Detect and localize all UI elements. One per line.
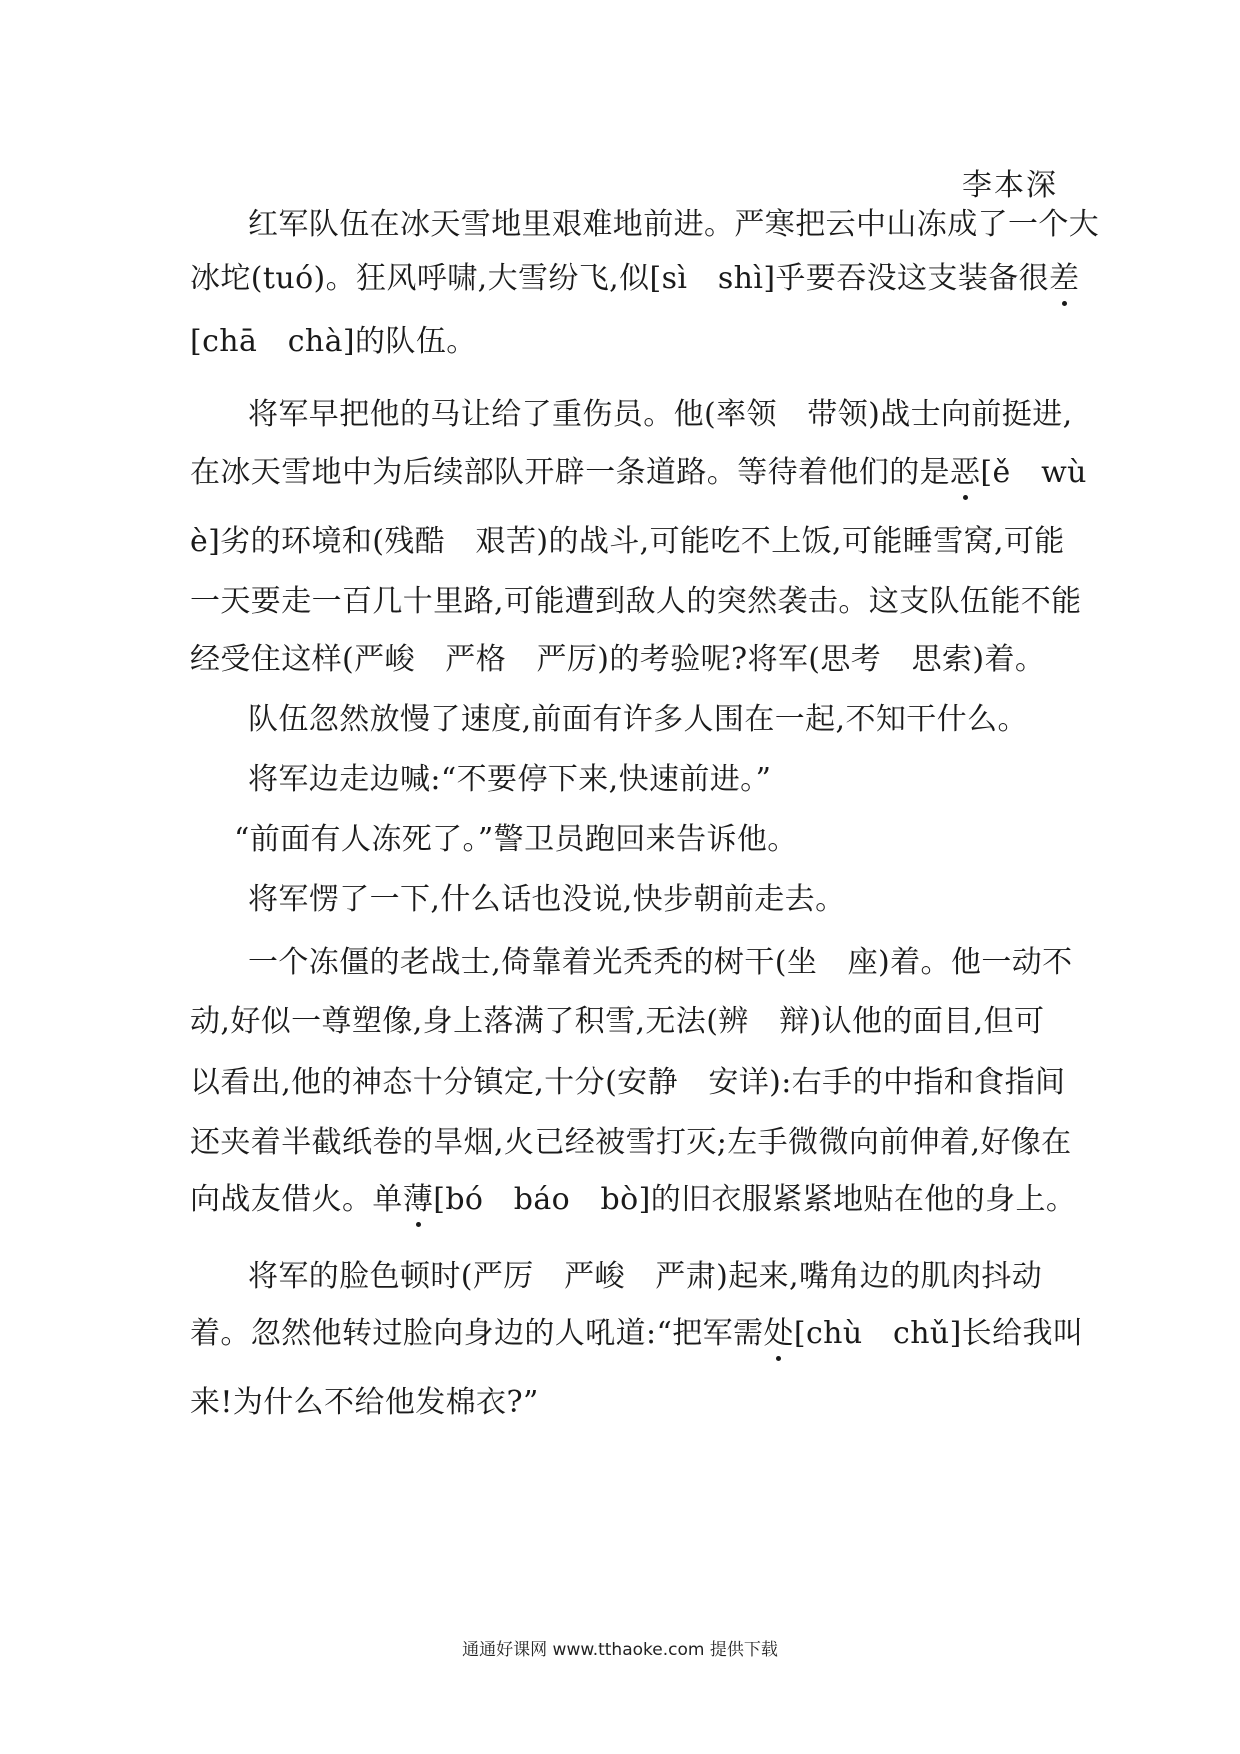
text-line: 将军早把他的马让给了重伤员。他(率领 带领)战士向前挺进, — [248, 397, 1073, 432]
text-line: 还夹着半截纸卷的旱烟,火已经被雪打灭;左手微微向前伸着,好像在 — [190, 1125, 1072, 1160]
footer-credit: 通通好课网 www.tthaoke.com 提供下载 — [462, 1640, 778, 1660]
author-name: 李本深 — [962, 168, 1058, 203]
text-line: 经受住这样(严峻 严格 严厉)的考验呢?将军(思考 思索)着。 — [190, 642, 1046, 677]
text-line: 一天要走一百几十里路,可能遭到敌人的突然袭击。这支队伍能不能 — [190, 584, 1082, 619]
text-line: [chā chà]的队伍。 — [190, 324, 477, 359]
emphasis-dot-char: 差 — [1049, 261, 1080, 296]
text-line: 在冰天雪地中为后续部队开辟一条道路。等待着他们的是恶[ě wù — [190, 455, 1087, 490]
text-line: 将军的脸色顿时(严厉 严峻 严肃)起来,嘴角边的肌肉抖动 — [248, 1259, 1043, 1294]
text-line: 一个冻僵的老战士,倚靠着光秃秃的树干(坐 座)着。他一动不 — [248, 945, 1073, 980]
text-line: 来!为什么不给他发棉衣?” — [190, 1385, 539, 1420]
emphasis-dot-char: 薄 — [402, 1182, 434, 1217]
text-line: 冰坨(tuó)。狂风呼啸,大雪纷飞,似[sì shì]乎要吞没这支装备很差 — [190, 261, 1080, 296]
text-line: 队伍忽然放慢了速度,前面有许多人围在一起,不知干什么。 — [248, 702, 1028, 737]
text-line: 红军队伍在冰天雪地里艰难地前进。严寒把云中山冻成了一个大 — [248, 207, 1100, 242]
text-line: 以看出,他的神态十分镇定,十分(安静 安详):右手的中指和食指间 — [190, 1065, 1066, 1100]
text-line: 动,好似一尊塑像,身上落满了积雪,无法(辨 辩)认他的面目,但可 — [190, 1004, 1045, 1039]
text-line: “前面有人冻死了。”警卫员跑回来告诉他。 — [234, 822, 798, 857]
text-line: 将军愣了一下,什么话也没说,快步朝前走去。 — [248, 882, 846, 917]
text-line: 将军边走边喊:“不要停下来,快速前进。” — [248, 762, 772, 797]
emphasis-dot-char: 处 — [763, 1316, 794, 1351]
text-line: è]劣的环境和(残酷 艰苦)的战斗,可能吃不上饭,可能睡雪窝,可能 — [190, 524, 1065, 559]
emphasis-dot-char: 恶 — [950, 455, 981, 490]
text-line: 向战友借火。单薄[bó báo bò]的旧衣服紧紧地贴在他的身上。 — [190, 1182, 1077, 1217]
text-line: 着。忽然他转过脸向身边的人吼道:“把军需处[chù chǔ]长给我叫 — [190, 1316, 1084, 1351]
